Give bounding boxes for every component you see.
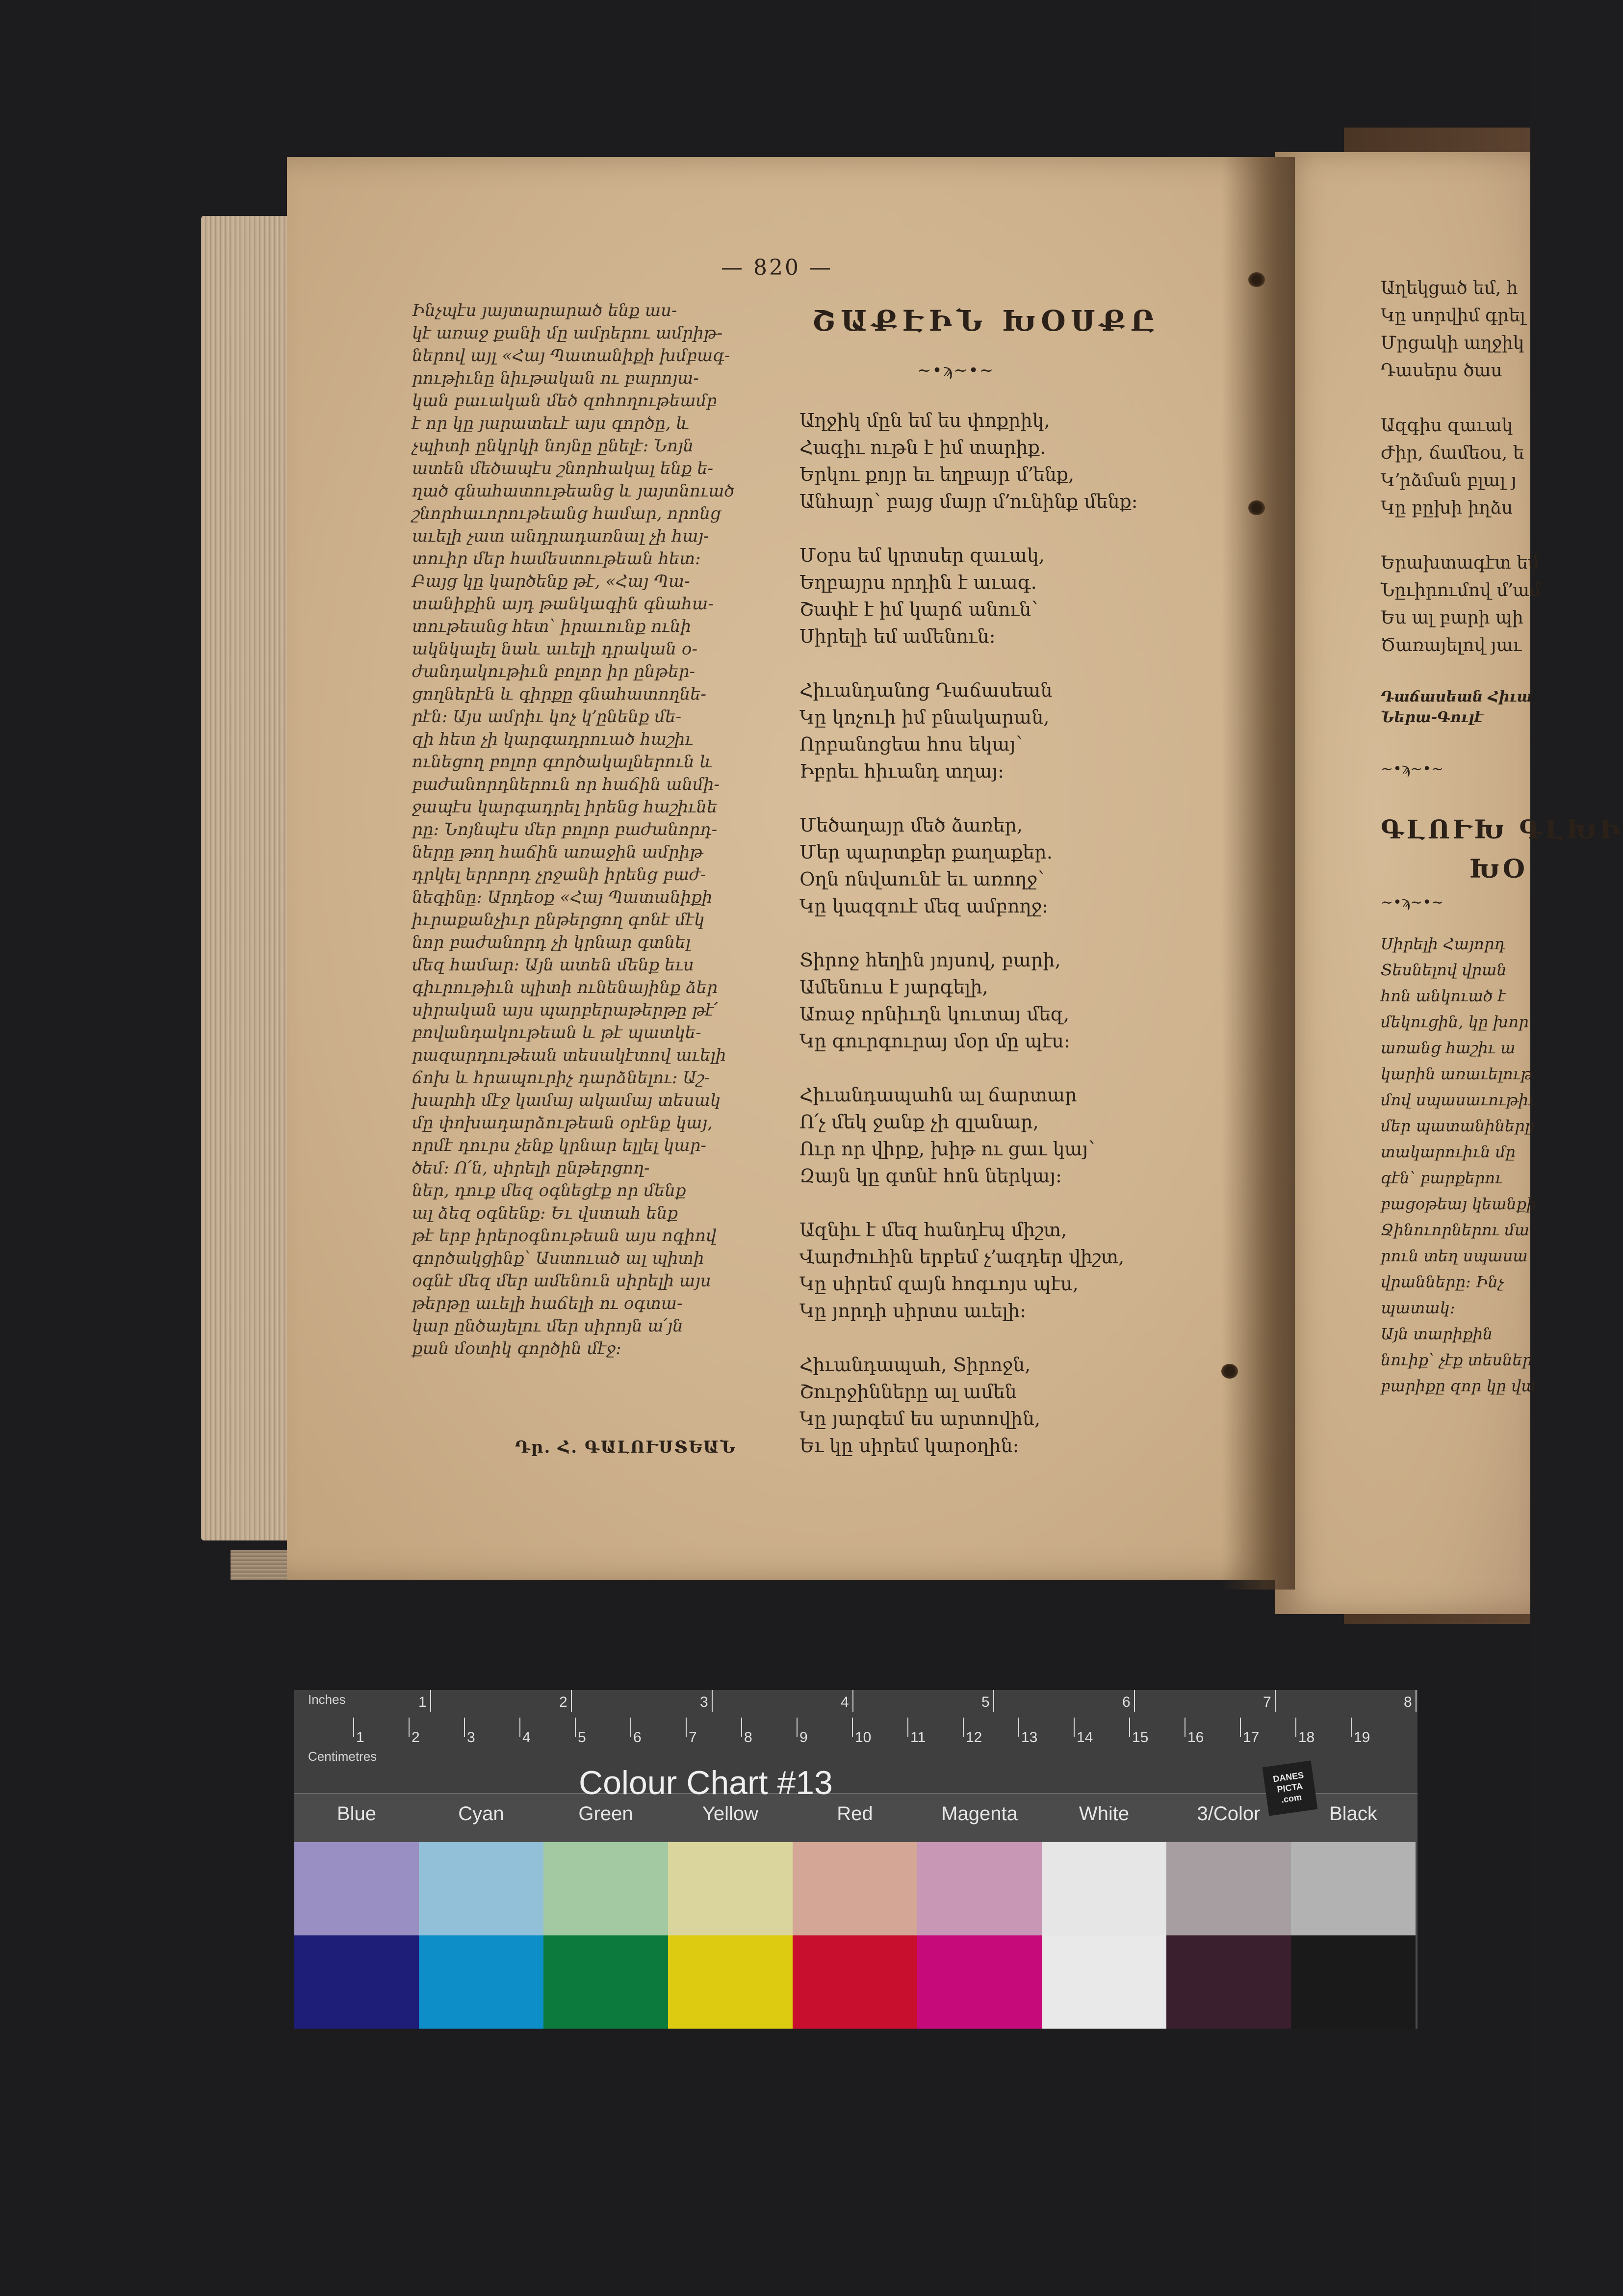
cm-mark-label: 13: [1021, 1729, 1038, 1746]
inch-mark-label: 7: [1263, 1694, 1271, 1710]
inch-tick: [1275, 1690, 1276, 1712]
article-line: ալ ձեզ օգնենք։ Եւ վստահ ենք: [412, 1203, 678, 1223]
swatch-label: Cyan: [458, 1803, 504, 1825]
inch-tick: [993, 1690, 994, 1712]
right-page-line: Կը սորվիմ գրել: [1381, 306, 1525, 326]
poem-line: Առաջ որնիւղն կուտայ մեզ,: [799, 1003, 1070, 1025]
article-line: ատեն մեծապէս շնորհակալ ենք ե-: [412, 459, 714, 478]
right-page-line: Ջինուորներու մա: [1381, 1221, 1530, 1239]
poem-line: Շուրջինները ալ ամեն: [799, 1381, 1017, 1403]
cm-mark-label: 6: [633, 1729, 642, 1746]
poem-line: Մեծաղայր մեծ ձառեր,: [799, 814, 1023, 836]
swatch-dark-white: [1042, 1935, 1166, 2029]
swatch-light-cyan: [419, 1842, 543, 1935]
swatch-light-black: [1291, 1842, 1416, 1935]
swatch-dark-black: [1291, 1935, 1416, 2029]
danes-picta-logo: DANES PICTA .com: [1262, 1761, 1318, 1816]
article-line: թերթը աւելի հաճելի ու օգտա-: [412, 1294, 683, 1313]
right-page-line: նուիք՝ չէք տեսներ: [1381, 1351, 1533, 1369]
cm-mark-label: 7: [689, 1729, 697, 1746]
poem-line: Տիրոջ հեղին յոյսով, բարի,: [799, 949, 1061, 971]
poem-line: Ազնիւ է մեզ հանդէպ միշտ,: [799, 1219, 1067, 1241]
right-page-line: Նըւիրումով մ՚ամ: [1381, 580, 1541, 600]
ruler: [294, 1690, 1417, 1794]
inch-mark-label: 5: [981, 1694, 990, 1710]
swatch-light-blue: [294, 1842, 419, 1935]
cm-mark-label: 19: [1354, 1729, 1370, 1746]
swatch-light-green: [543, 1842, 668, 1935]
article-line: ժանդակութիւն բոլոր իր ընթեր-: [412, 662, 696, 681]
poem-stanza: [799, 947, 1221, 1055]
article-line: կար ընծայելու մեր սիրոյն ա՛յն: [412, 1316, 683, 1336]
right-heading-2: ԽՕ: [1469, 854, 1528, 884]
cm-mark-label: 4: [522, 1729, 531, 1746]
poem-line: Կը յարգեմ ես արտովին,: [799, 1408, 1041, 1430]
swatch-dark-blue: [294, 1935, 419, 2029]
inches-label: Inches: [308, 1692, 346, 1707]
right-stanza-1: [1381, 275, 1528, 385]
right-page-line: պատակ։: [1381, 1299, 1455, 1317]
article-line: զի հետ չի կարգադրուած հաշիւ: [412, 730, 693, 749]
poem-line: Եւ կը սիրեմ կարօղին։: [799, 1435, 1019, 1457]
right-page-line: գէն՝ բարքերու: [1381, 1169, 1503, 1187]
cm-tick: [630, 1718, 631, 1737]
cm-tick: [907, 1718, 908, 1737]
ornament-right: ~•ϡ~•~: [1381, 760, 1444, 778]
article-line: ակնկալել նաև աւելի դրական օ-: [412, 639, 698, 659]
poem-line: Կը կոչուի իմ բնակարան,: [799, 706, 1050, 728]
poem-line: Մօրս եմ կրտսեր զաւակ,: [799, 545, 1045, 566]
article-line: թէ երբ իրերօգնութեան այս ոգիով: [412, 1226, 717, 1246]
article-line: որմէ դուրս չենք կրնար ելլել կար-: [412, 1136, 706, 1155]
article-line: ղած գնահատութեանց և յայտնուած: [412, 481, 735, 501]
article-line: տանիքին այդ թանկագին գնահա-: [412, 594, 714, 614]
right-page-line: րուն տեղ սպասա: [1381, 1247, 1528, 1265]
right-page-line: Ես ալ բարի պի: [1381, 608, 1523, 628]
binding-hole: [1248, 272, 1265, 287]
cm-mark-label: 3: [467, 1729, 475, 1746]
cm-mark-label: 5: [578, 1729, 586, 1746]
right-page-line: Կ՚րձման բլալ յ: [1381, 470, 1517, 491]
poem-title: ՇԱՔԷԻՆ ԽՕՍՔԸ: [812, 304, 1159, 338]
article-line: չպիտի ընկրկի նոյնը ընելէ։ Նոյն: [412, 436, 694, 456]
cm-tick: [1018, 1718, 1019, 1737]
right-italic-text: [1381, 931, 1537, 1399]
poem-line: Կը սիրեմ զայն հոգւոյս պէս,: [799, 1273, 1079, 1295]
poem-line: Աղջիկ մըն եմ ես փոքրիկ,: [799, 410, 1050, 431]
swatch-label: Yellow: [702, 1803, 759, 1825]
cm-tick: [1074, 1718, 1075, 1737]
swatch-light-white: [1042, 1842, 1166, 1935]
poem-line: Հիւանդապահն ալ ճարտար: [799, 1084, 1077, 1106]
right-page-line: Աղեկցած եմ, հ: [1381, 278, 1518, 298]
cm-tick: [353, 1718, 354, 1737]
centimetres-label: Centimetres: [308, 1749, 377, 1764]
article-line: դրկել երրորդ չրջանի իրենց բաժ-: [412, 865, 706, 885]
article-line: րէն։ Այս ամրիւ կոչ կ՚ընենք մե-: [412, 707, 682, 727]
poem-stanza: [799, 812, 1221, 920]
article-line: բաժանորդներուն որ հաճին անմի-: [412, 775, 720, 794]
swatch-light-magenta: [917, 1842, 1042, 1935]
inch-mark-label: 2: [559, 1694, 567, 1710]
article-line: ցողներէն և գիրքը գնահատողնե-: [412, 684, 707, 704]
cm-mark-label: 12: [966, 1729, 982, 1746]
poem-line: Իբրեւ հիւանդ տղայ։: [799, 760, 1005, 782]
article-line: րը։ Նոյնպէս մեր բոլոր բաժանորդ-: [412, 820, 718, 839]
ornament: ~•ϡ~•~: [917, 361, 995, 380]
right-heading: ԳԼՈՒԽ ԳԼԽԻ: [1381, 815, 1623, 845]
inch-mark-label: 8: [1404, 1694, 1412, 1710]
book-page-edges: [201, 216, 299, 1540]
cm-mark-label: 11: [910, 1729, 926, 1746]
inch-tick: [1416, 1690, 1417, 1712]
right-page-line: Մրցակի աղջիկ: [1381, 333, 1524, 353]
article-line: կէ առաջ քանի մը ամրերու ամրիթ-: [412, 323, 723, 343]
article-line: Բայց կը կարծենք թէ, «Հայ Պա-: [412, 572, 690, 591]
swatch-light-red: [793, 1842, 917, 1935]
cm-mark-label: 1: [356, 1729, 364, 1746]
page-number: — 820 —: [721, 255, 833, 280]
binding-hole: [1221, 1364, 1238, 1379]
right-page-line: Կը բըխի իղձս: [1381, 498, 1513, 518]
cm-mark-label: 14: [1077, 1729, 1093, 1746]
cm-tick: [464, 1718, 465, 1737]
cm-tick: [1295, 1718, 1296, 1737]
cm-mark-label: 8: [744, 1729, 752, 1746]
poem-stanza: [799, 1082, 1221, 1190]
poem-stanza: [799, 407, 1221, 515]
article-line: տուիր մեր համեստութեան հետ։: [412, 549, 701, 569]
poem-line: Սիրելի եմ ամենուն։: [799, 626, 996, 647]
poem-line: Վարժուհին երբեմ չ՚ազդեր վիշտ,: [799, 1246, 1125, 1268]
article-line: նեգինը։ Արդեօք «Հայ Պատանիքի: [412, 887, 713, 907]
article-line: ներով այլ «Հայ Պատանիքի խմբագ-: [412, 346, 730, 365]
article-line: րութիւնը նիւթական ու բարոյա-: [412, 368, 699, 388]
cm-mark-label: 16: [1187, 1729, 1204, 1746]
article-line: րազարդութեան տեսակէտով աւելի: [412, 1045, 726, 1065]
right-page-line: մեր պատանիները: [1381, 1117, 1535, 1135]
poem-stanza: [799, 677, 1221, 785]
cm-mark-label: 9: [799, 1729, 808, 1746]
poem-line: Եղբայրս որդին է աւագ․: [799, 572, 1037, 593]
swatch-label: Green: [578, 1803, 633, 1825]
article-line: տութեանց հետ՝ իրաւունք ունի: [412, 617, 692, 636]
poem-line: Մեր պարտքեր քաղաքեր․: [799, 841, 1053, 863]
article-line: ներ, դուք մեզ օգնեցէք որ մենք: [412, 1181, 686, 1200]
article-line: ճոխ և հրապուրիչ դարձնելու։ Աշ-: [412, 1068, 710, 1088]
cm-tick: [963, 1718, 964, 1737]
swatch-dark-3-color: [1166, 1935, 1291, 2029]
right-page-text: [1381, 275, 1623, 1399]
cm-mark-label: 10: [855, 1729, 872, 1746]
article-line: շնորհաւորութեանց համար, որոնց: [412, 504, 721, 523]
poem-line: Ուր որ վիրք, խիթ ու ցաւ կայ՝: [799, 1138, 1095, 1160]
article-line: ծեմ։ Ո՛ն, սիրելի ընթերցող-: [412, 1158, 650, 1178]
poem-line: Շափէ է իմ կարճ անուն՝: [799, 599, 1038, 620]
author-signature: Դր. Հ. ԳԱԼՈՒՍՏԵԱՆ: [515, 1437, 736, 1457]
poem-line: Հիւանդապահ, Տիրոջն,: [799, 1354, 1031, 1376]
poem-stanza: [799, 1352, 1221, 1460]
article-line: քան մօտիկ գործին մէջ։: [412, 1339, 621, 1358]
poem-line: Ամենուս է յարգելի,: [799, 976, 988, 998]
poem-stanza: [799, 542, 1221, 650]
article-line: իւրաքանչիւր ընթերցող գոնէ մէկ: [412, 910, 705, 930]
inch-mark-label: 4: [841, 1694, 849, 1710]
swatch-dark-yellow: [668, 1935, 793, 2029]
swatch-dark-green: [543, 1935, 668, 2029]
right-page-line: մով սպասաւութիւ: [1381, 1091, 1536, 1109]
right-page-line: Ազգիս զաւակ: [1381, 416, 1513, 436]
article-line: օգնէ մեզ մեր ամենուն սիրելի այս: [412, 1271, 711, 1291]
cm-tick: [797, 1718, 798, 1737]
poem-line: Անհայր՝ բայց մայր մ՚ունինք մենք։: [799, 491, 1138, 512]
colour-chart: [294, 1690, 1417, 2029]
right-page-line: Ծառայելով յաւ: [1381, 635, 1522, 655]
right-page-line: հոն անկուած է: [1381, 987, 1506, 1005]
right-page-line: տակարուիւն մը: [1381, 1143, 1516, 1161]
article-line: մեզ համար։ Այն ատեն մենք եւս: [412, 955, 694, 975]
poem-stanza: [799, 1217, 1221, 1325]
right-page-line: Ներա-Գուլէ: [1381, 709, 1483, 726]
cm-mark-label: 17: [1243, 1729, 1260, 1746]
poem-line: Հագիւ ութն է իմ տարիք․: [799, 437, 1046, 458]
swatch-label: Black: [1329, 1803, 1377, 1825]
right-caption: [1381, 687, 1533, 728]
poem-line: Հիւանդանոց Դաճասեան: [799, 679, 1053, 701]
swatch-dark-red: [793, 1935, 917, 2029]
swatch-label: Magenta: [941, 1803, 1018, 1825]
article-line: ջապէս կարգադրել իրենց հաշիւնե: [412, 797, 718, 817]
poem-line: Երկու քոյր եւ եղբայր մ՚ենք,: [799, 464, 1075, 485]
article-line: սիրական այս պարբերաթերթը թէ՛: [412, 1000, 718, 1020]
swatch-label: White: [1079, 1803, 1130, 1825]
cm-tick: [1351, 1718, 1352, 1737]
article-line: ները թող հաճին առաջին ամրիթ: [412, 842, 703, 862]
right-page-line: բարիքը զոր կը վա: [1381, 1377, 1536, 1395]
cm-mark-label: 18: [1298, 1729, 1315, 1746]
article-line: խարհի մէջ կամայ ակամայ տեսակ: [412, 1091, 721, 1110]
cm-mark-label: 15: [1132, 1729, 1149, 1746]
cm-tick: [1240, 1718, 1241, 1737]
right-page-line: մեկուցին, կը խոր: [1381, 1013, 1529, 1031]
cm-tick: [409, 1718, 410, 1737]
cm-mark-label: 2: [412, 1729, 420, 1746]
inch-tick: [1134, 1690, 1135, 1712]
inch-mark-label: 6: [1122, 1694, 1131, 1710]
cm-tick: [686, 1718, 687, 1737]
poem-line: Կը կազզուէ մեզ ամբողջ։: [799, 895, 1049, 917]
poem-line: Որբանոցեա հոս եկայ՝: [799, 733, 1023, 755]
article-line: բովանդակութեան և թէ պատկե-: [412, 1023, 701, 1043]
ornament-right-2: ~•ϡ~•~: [1381, 894, 1444, 911]
swatch-light-3-color: [1166, 1842, 1291, 1935]
cm-tick: [852, 1718, 853, 1737]
swatch-light-yellow: [668, 1842, 793, 1935]
cm-tick: [741, 1718, 742, 1737]
chart-title: Colour Chart #13: [579, 1764, 833, 1801]
inch-mark-label: 1: [418, 1694, 427, 1710]
cm-tick: [519, 1718, 520, 1737]
cm-tick: [575, 1718, 576, 1737]
right-page-line: վրանները։ Ինչ: [1381, 1273, 1504, 1291]
swatch-label: 3/Color: [1197, 1803, 1261, 1825]
right-page-line: Այն տարիքին: [1381, 1325, 1493, 1343]
inch-tick: [852, 1690, 853, 1712]
inch-tick: [430, 1690, 431, 1712]
article-line: կան բաւական մեծ զոհողութեամբ: [412, 391, 717, 411]
swatch-dark-cyan: [419, 1935, 543, 2029]
right-page-line: բացօթեայ կեանքի: [1381, 1195, 1537, 1213]
swatch-dark-magenta: [917, 1935, 1042, 2029]
poem-line: Կը գուրգուրայ մօր մը պէս։: [799, 1030, 1070, 1052]
right-stanza-3: [1381, 549, 1541, 659]
cm-tick: [1129, 1718, 1130, 1737]
swatch-label: Blue: [336, 1803, 377, 1825]
left-column-text: [412, 299, 775, 1360]
right-page-line: Սիրելի Հայորդ: [1381, 935, 1505, 953]
poem-body: [799, 407, 1221, 1487]
right-page-line: Երախտագէտ եմ: [1381, 553, 1540, 573]
article-line: Ինչպէս յայտարարած ենք աս-: [412, 301, 677, 320]
right-page-line: Ժիր, ճամեօս, ե: [1381, 443, 1524, 463]
poem-line: Կը յորդի սիրտս աւելի։: [799, 1300, 1027, 1322]
inch-mark-label: 3: [700, 1694, 708, 1710]
poem-line: Զայն կը գտնէ հոն ներկայ։: [799, 1165, 1062, 1187]
swatch-label: Red: [837, 1803, 873, 1825]
inch-tick: [571, 1690, 572, 1712]
right-page-line: Դասերս ծաս: [1381, 361, 1502, 381]
right-stanza-2: [1381, 412, 1528, 522]
article-line: գիւրութիւն պիտի ունենայինք ձեր: [412, 978, 718, 997]
article-line: մը փոխադարձութեան օրէնք կայ,: [412, 1113, 713, 1133]
inch-tick: [712, 1690, 713, 1712]
article-line: է որ կը յարատեւէ այս գործը, և: [412, 414, 690, 433]
poem-line: Ո՛չ մեկ ջանք չի զլանար,: [799, 1111, 1039, 1133]
right-page-line: առանց հաշիւ ա: [1381, 1039, 1516, 1057]
right-page-line: Տեսնելով վրան: [1381, 961, 1507, 979]
binding-hole: [1248, 500, 1265, 515]
article-line: աւելի չատ անդրադառնալ չի հայ-: [412, 526, 709, 546]
poem-line: Օղն ոնվաունէ եւ առողջ՝: [799, 868, 1044, 890]
article-line: գործակցինք՝ Աստուած ալ պիտի: [412, 1249, 704, 1268]
right-page-line: կարին առաւելութ: [1381, 1065, 1533, 1083]
right-page-line: Դաճասեան Հիւա: [1381, 688, 1533, 705]
article-line: նոր բաժանորդ չի կրնար գտնել: [412, 933, 691, 952]
article-line: ունեցող բոլոր գործակալներուն և: [412, 752, 713, 772]
